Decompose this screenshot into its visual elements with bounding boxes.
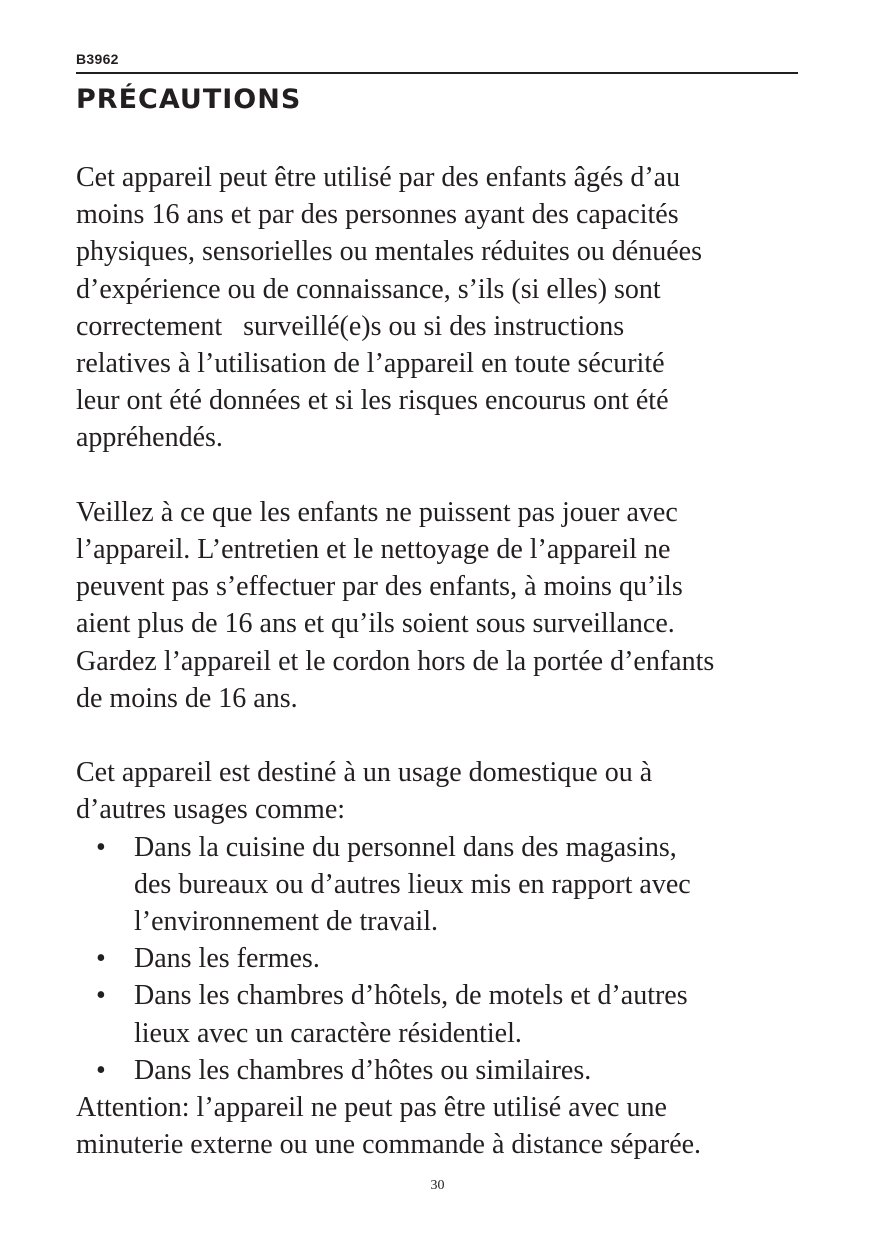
page-number: 30 [430, 1178, 445, 1193]
text-line: peuvent pas s’effectuer par des enfants, à moins qu’ils [76, 571, 683, 603]
list-item [76, 1052, 816, 1089]
paragraph-intended-use [76, 754, 816, 1163]
paragraph-spacer [76, 717, 816, 754]
text-line: Dans les chambres d’hôtels, de motels et d’autres [134, 980, 688, 1012]
paragraph-spacer [76, 457, 816, 494]
text-line: des bureaux ou d’autres lieux mis en rapport avec [134, 868, 691, 900]
list-item [76, 977, 816, 1051]
text-line: Dans la cuisine du personnel dans des magasins, [134, 831, 677, 863]
bullet-icon: • [96, 1054, 106, 1086]
text-line: correctement surveillé(e)s ou si des instructions [76, 310, 625, 342]
paragraph-children-supervision [76, 494, 816, 717]
text-line: appréhendés. [76, 422, 223, 454]
text-line: d’autres usages comme: [76, 794, 346, 826]
text-line: physiques, sensorielles ou mentales réduites ou dénuées [76, 236, 702, 268]
section-title: PRÉCAUTIONS [76, 84, 302, 115]
text-line: l’environnement de travail. [134, 906, 438, 938]
text-line: Veillez à ce que les enfants ne puissent pas jouer avec [76, 496, 678, 528]
text-line: Cet appareil peut être utilisé par des enfants âgés d’au [76, 162, 681, 193]
text-line: Gardez l’appareil et le cordon hors de la portée d’enfants [76, 645, 715, 677]
precautions-body [76, 159, 816, 1163]
text-line: d’expérience ou de connaissance, s’ils (si elles) sont [76, 273, 661, 305]
list-item [76, 829, 816, 941]
text-line: Dans les fermes. [134, 943, 320, 975]
text-line: l’appareil. L’entretien et le nettoyage de l’appareil ne [76, 534, 671, 566]
text-line: minuterie externe ou une commande à distance séparée. [76, 1129, 702, 1161]
list-item [76, 940, 816, 977]
bullet-icon: • [96, 943, 106, 975]
bullet-icon: • [96, 980, 106, 1012]
paragraph-age-restrictions [76, 159, 816, 457]
text-line: Dans les chambres d’hôtes ou similaires. [134, 1054, 592, 1086]
bullet-icon: • [96, 831, 106, 863]
model-code: B3962 [76, 51, 119, 67]
text-line: moins 16 ans et par des personnes ayant des capacités [76, 199, 679, 231]
text-line: aient plus de 16 ans et qu’ils soient sous surveillance. [76, 608, 675, 640]
usage-bullet-list [76, 829, 816, 1089]
text-line: relatives à l’utilisation de l’appareil en toute sécurité [76, 348, 665, 380]
text-line: lieux avec un caractère résidentiel. [134, 1017, 522, 1049]
text-line: Attention: l’appareil ne peut pas être utilisé avec une [76, 1092, 667, 1124]
text-line: leur ont été données et si les risques encourus ont été [76, 385, 669, 417]
text-line: de moins de 16 ans. [76, 682, 298, 714]
header-divider [76, 72, 798, 74]
text-line: Cet appareil est destiné à un usage domestique ou à [76, 757, 653, 789]
